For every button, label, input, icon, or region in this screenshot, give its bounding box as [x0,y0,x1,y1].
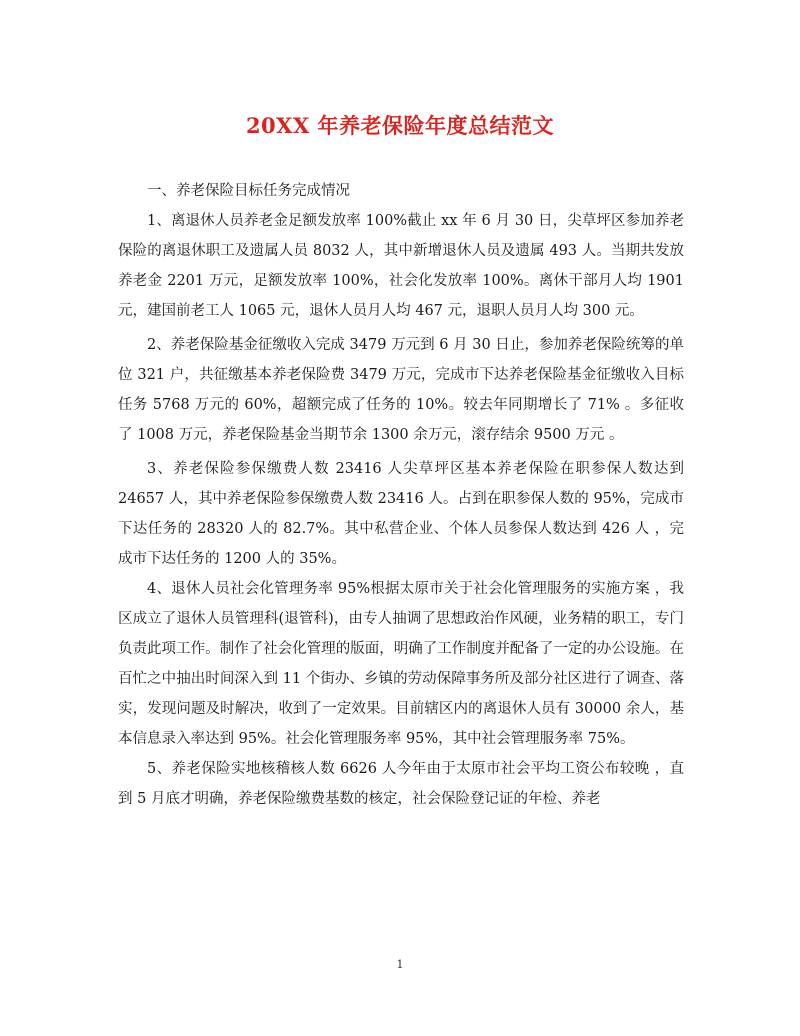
document-title: 20XX 年养老保险年度总结范文 [245,113,555,138]
paragraph-2: 2、养老保险基金征缴收入完成 3479 万元到 6 月 30 日止，参加养老保险统筹的单位 321 户，共征缴基本养老保险费 3479 万元，完成市下达养老保险基金征缴收入目标任务 5768 万元的 60%，超额完成了任务的 10%。较去年同期增长了 71% 。多征收了 1008 万元，养老保险基金当期节余 1300 余万元，滚存结余 9500 万元 。 [118,337,684,443]
page-number: 1 [396,958,404,971]
document-body [118,176,684,814]
paragraph-1: 1、离退休人员养老金足额发放率 100%截止 xx 年 6 月 30 日，尖草坪区参加养老保险的离退休职工及遗属人员 8032 人，其中新增退休人员及遗属 493 人。当期共发放养老金 2201 万元，足额发放率 100%，社会化发放率 100%。离休干部月人均 1901 元，建国前老工人 1065 元，退休人员月人均 467 元，退职人员月人均 300 元。 [118,213,684,319]
paragraph-3: 3、养老保险参保缴费人数 23416 人尖草坪区基本养老保险在职参保人数达到 24657 人，其中养老保险参保缴费人数 23416 人。占到在职参保人数的 95%，完成市下达任务的 28320 人的 82.7%。其中私营企业、个体人员参保人数达到 426 人 ，完成市下达任务的 1200 人的 35%。 [118,461,684,567]
paragraph-4: 4、退休人员社会化管理务率 95%根据太原市关于社会化管理服务的实施方案 ，我区成立了退休人员管理科(退管科)，由专人抽调了思想政治作风硬，业务精的职工，专门负责此项工作。制作了社会化管理的版面，明确了工作制度并配备了一定的办公设施。在百忙之中抽出时间深入到 11 个街办、乡镇的劳动保障事务所及部分社区进行了调查、落实，发现问题及时解决，收到了一定效果。目前辖区内的离退休人员有 30000 余人，基本信息录入率达到 95%。社会化管理服务率 95%，其中社会管理服务率 75%。 [118,581,684,747]
section-heading: 一、养老保险目标任务完成情况 [147,183,350,199]
paragraph-5: 5、养老保险实地核稽核人数 6626 人今年由于太原市社会平均工资公布较晚 ，直到 5 月底才明确，养老保险缴费基数的核定，社会保险登记证的年检、养老 [118,761,684,807]
